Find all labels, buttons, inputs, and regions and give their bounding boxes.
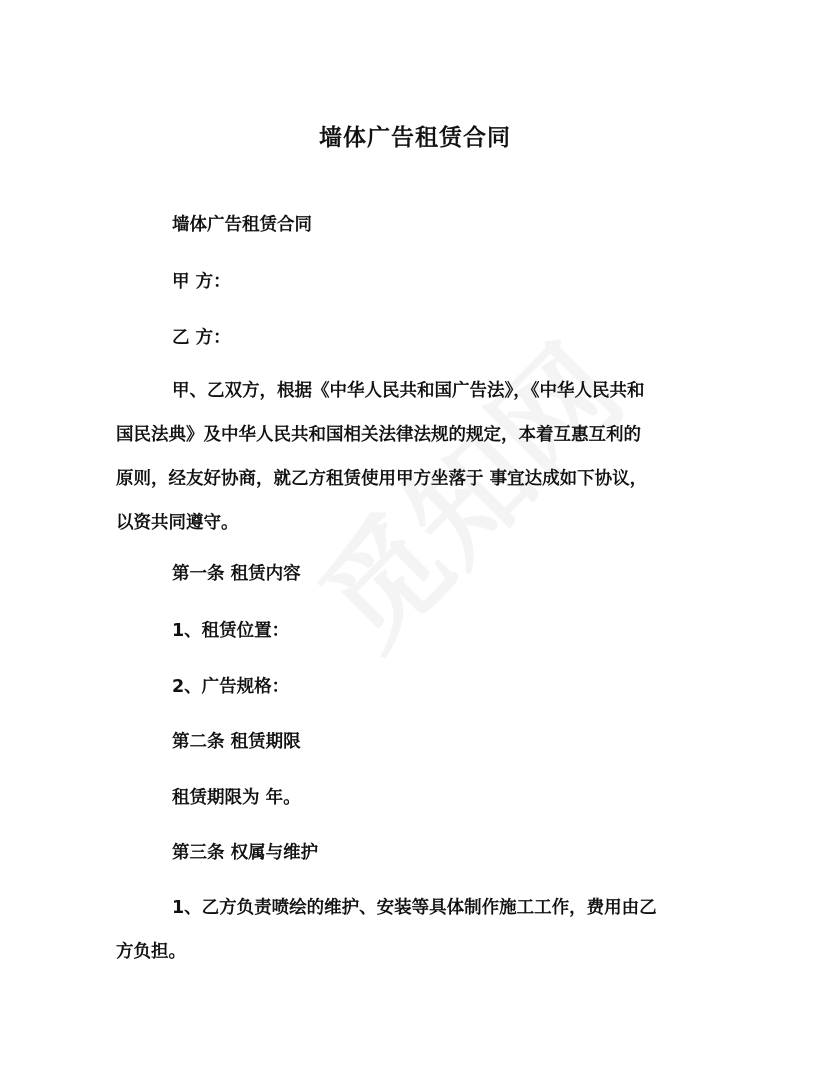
article-1-heading: 第一条 租赁内容 <box>172 564 301 584</box>
clause-3-1-line-2: 方负担。 <box>116 942 186 962</box>
lease-term-line: 租赁期限为 年。 <box>172 788 301 808</box>
article-3-heading: 第三条 权属与维护 <box>172 843 319 863</box>
party-b-line: 乙 方： <box>172 328 231 348</box>
clause-3-1-line-1: 1、乙方负责喷绘的维护、安装等具体制作施工工作，费用由乙 <box>172 898 657 918</box>
intro-line-1: 甲、乙双方，根据《中华人民共和国广告法》，《中华人民共和 <box>172 381 645 401</box>
subtitle-paragraph: 墙体广告租赁合同 <box>172 215 312 235</box>
intro-line-2: 国民法典》及中华人民共和国相关法律法规的规定，本着互惠互利的 <box>116 425 641 445</box>
party-a-line: 甲 方： <box>172 272 231 292</box>
ad-spec-line: 2、广告规格： <box>172 677 290 697</box>
article-2-heading: 第二条 租赁期限 <box>172 732 301 752</box>
intro-line-4: 以资共同遵守。 <box>116 513 239 533</box>
document-title: 墙体广告租赁合同 <box>319 125 511 151</box>
lease-location-line: 1、租赁位置： <box>172 621 290 641</box>
intro-line-3: 原则，经友好协商，就乙方租赁使用甲方坐落于 事宜达成如下协议， <box>116 469 648 489</box>
